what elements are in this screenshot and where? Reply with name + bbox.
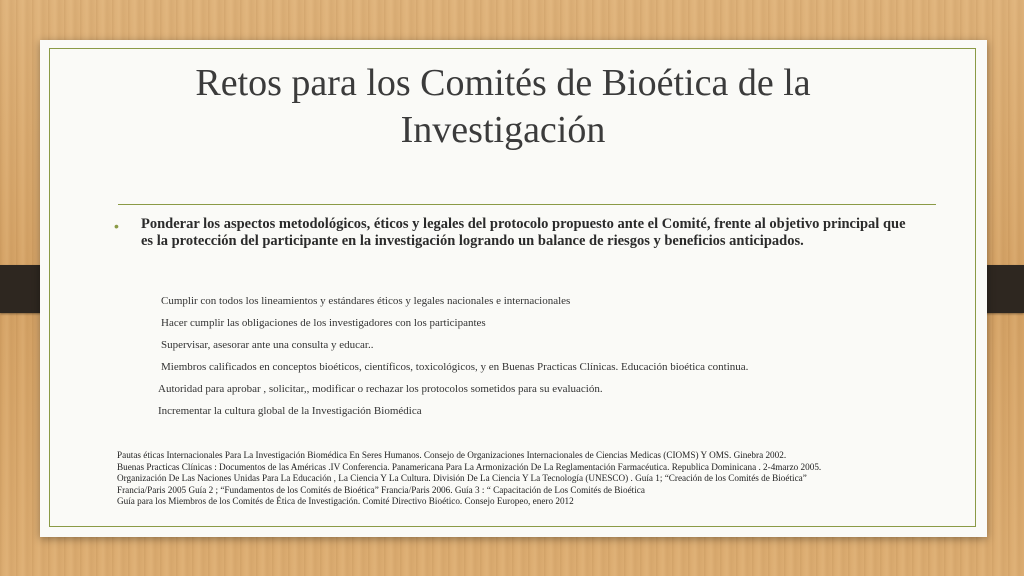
references-block bbox=[117, 450, 937, 508]
sub-item: Cumplir con todos los lineamientos y estándares éticos y legales nacionales e internacionales bbox=[161, 295, 571, 307]
reference-line: Organización De Las Naciones Unidas Para La Educación , La Ciencia Y La Cultura. División De La Ciencia Y La Tecnología (UNESCO) . Guía 1; “Creación de los Comités de Bioética” bbox=[117, 473, 807, 483]
sub-item: Incrementar la cultura global de la Investigación Biomédica bbox=[158, 405, 422, 417]
reference-line: Francia/Paris 2005 Guía 2 ; “Fundamentos de los Comités de Bioética” Francia/Paris 2006. Guía 3 : “ Capacitación de Los Comités de Bioética bbox=[117, 484, 645, 495]
reference-line: Guía para los Miembros de los Comités de Ética de Investigación. Comité Directivo Bioético. Consejo Europeo, enero 2012 bbox=[117, 496, 574, 506]
sub-item: Miembros calificados en conceptos bioéticos, científicos, toxicológicos, y en Buenas Practicas Clínicas. Educación bioética continua. bbox=[161, 361, 749, 373]
main-bullet bbox=[114, 216, 914, 250]
slide-card bbox=[40, 40, 987, 537]
sub-item: Autoridad para aprobar , solicitar,, modificar o rechazar los protocolos sometidos para su evaluación. bbox=[158, 383, 603, 395]
reference-line: Buenas Practicas Clínicas : Documentos de las Américas .IV Conferencia. Panamericana Para La Armonización De La Reglamentación Farmacéutica. Republica Dominicana . 2-4marzo 2005. bbox=[117, 461, 822, 472]
bullet-icon: • bbox=[114, 218, 119, 234]
sub-item-list bbox=[158, 295, 938, 427]
title-divider bbox=[118, 204, 936, 205]
reference-line: Pautas éticas Internacionales Para La Investigación Biomédica En Seres Humanos. Consejo de Organizaciones Internacionales de Ciencias Medicas (CIOMS) Y OMS. Ginebra 2002. bbox=[117, 450, 787, 460]
sub-item: Supervisar, asesorar ante una consulta y educar.. bbox=[161, 339, 374, 351]
main-bullet-text: Ponderar los aspectos metodológicos, éticos y legales del protocolo propuesto ante el Comité, frente al objetivo principal que es la protección del participante en la investigación logrando un balance de riesgos y beneficios anticipados. bbox=[141, 216, 906, 249]
slide-title: Retos para los Comités de Bioética de la Investigación bbox=[195, 62, 811, 151]
sub-item: Hacer cumplir las obligaciones de los investigadores con los participantes bbox=[161, 317, 486, 329]
